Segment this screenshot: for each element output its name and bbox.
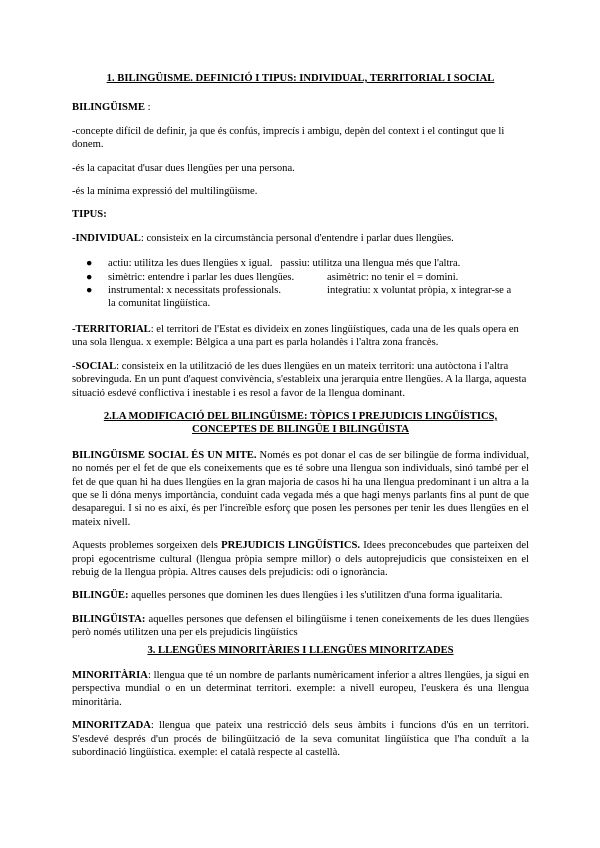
type-left: simètric: entendre i parlar les dues llengües. xyxy=(108,271,295,283)
prejudicis-intro: Aquests problemes sorgeixen dels xyxy=(72,540,222,552)
bilinguista-paragraph xyxy=(72,613,529,640)
bullet-icon: ● xyxy=(86,285,93,297)
bilingue-text: aquelles persones que dominen les dues llengües i les s'utilitzen d'una forma igualitaria. xyxy=(128,590,503,602)
minoritaria-label: MINORITÀRIA xyxy=(72,670,148,681)
mite-paragraph xyxy=(72,449,529,529)
bilinguisme-label: BILINGÜISME xyxy=(72,102,145,114)
definition-1: -concepte difícil de definir, ja que és confús, imprecís i ambigu, depèn del context i el contingut que li donem. xyxy=(72,125,505,151)
list-item xyxy=(72,284,529,311)
territorial-text: : el territori de l'Estat es divideix en zones lingüístiques, cada una de les quals opera en una sola llengua. x exemple: Bèlgica a una part es parla holandès i l'altra zona francès. xyxy=(72,323,519,349)
territorial-label: -TERRITORIAL xyxy=(72,323,151,335)
minoritzada-paragraph xyxy=(72,719,529,759)
bilinguisme-term xyxy=(72,101,529,114)
minoritzada-label: MINORITZADA xyxy=(72,720,151,732)
section1-heading: 1. BILINGÜISME. DEFINICIÓ I TIPUS: INDIVIDUAL, TERRITORIAL I SOCIAL xyxy=(106,73,495,84)
minoritaria-paragraph xyxy=(72,669,529,709)
type-right: passiu: utilitza una llengua més que l'altra. xyxy=(280,258,461,270)
bilinguisme-colon: : xyxy=(147,102,151,114)
bilingue-label: BILINGÜE: xyxy=(72,590,129,602)
type-right: integratiu: x voluntat pròpia, x integrar-se a xyxy=(327,285,512,297)
individual-text: : consisteix en la circumstància personal d'entendre i parlar dues llengües. xyxy=(140,232,454,244)
list-item xyxy=(72,257,529,270)
document-page xyxy=(72,68,529,769)
social-paragraph xyxy=(72,360,529,400)
prejudicis-text: Idees preconcebudes que parteixen del propi egocentrisme cultural (llengua pròpia sempre millor) o dels autoprejudicis que consisteixen en el rebuig de la llengua pròpia. Altres causes dels prejudicis: odi o ignorància. xyxy=(72,540,529,578)
bilingue-paragraph xyxy=(72,589,529,602)
individual-types-list xyxy=(72,257,529,311)
individual-label: -INDIVIDUAL xyxy=(72,232,141,244)
social-text: : consisteix en la utilització de les dues llengües en un mateix territori: una autòctona i l'altra sobrevinguda. En un punt d'aquest convivència, s'estableix una jerarquia entre llengües. A la llarga, aquesta situació esdevé conflictiva i inestable i es resol a favor de la llengua dominant. xyxy=(72,360,527,399)
bullet-icon: ● xyxy=(86,258,93,270)
minoritzada-text: : llengua que pateix una restricció dels seus àmbits i funcions d'ús en un territori. S'esdevé després d'un procés de bilingüització de la seva comunitat lingüística que l'ha conduït a la subordinació lingüística. exemple: el català respecte al castellà. xyxy=(72,720,529,759)
type-right: asimètric: no tenir el = domini. xyxy=(327,271,459,283)
type-continuation: la comunitat lingüística. xyxy=(108,298,211,310)
section3-heading: 3. LLENGÜES MINORITÀRIES I LLENGÜES MINORITZADES xyxy=(147,644,454,656)
tipus-label: TIPUS: xyxy=(72,209,107,221)
bilinguista-label: BILINGÜISTA: xyxy=(72,613,146,625)
territorial-paragraph xyxy=(72,323,529,350)
type-left: actiu: utilitza les dues llengües x igual. xyxy=(108,258,273,270)
type-left: instrumental: x necessitats professionals. xyxy=(108,285,281,297)
prejudicis-paragraph xyxy=(72,539,529,579)
list-item xyxy=(72,271,529,284)
section2-heading xyxy=(72,410,529,437)
bullet-icon: ● xyxy=(86,271,93,283)
social-label: -SOCIAL xyxy=(72,360,117,372)
individual-paragraph xyxy=(72,232,529,245)
definition-3: -és la mínima expressió del multilingüisme. xyxy=(72,186,258,198)
minoritaria-text: : llengua que té un nombre de parlants numèricament inferior a altres llengües, ja sigui en perspectiva mundial o en un determinat territori. exemple: a nivell europeu, l'euskera és una llengua minoritària. xyxy=(72,670,529,708)
bilinguista-text: aquelles persones que defensen el bilingüisme i tenen coneixements de les dues llengües però només utilitzen una per els prejudicis lingüístics xyxy=(72,613,529,639)
definition-2: -és la capacitat d'usar dues llengües per una persona. xyxy=(72,162,295,174)
prejudicis-label: PREJUDICIS LINGÜÍSTICS. xyxy=(221,540,361,552)
mite-text: Només es pot donar el cas de ser bilingüe de forma individual, no només per el fet de que els coneixements que es té sobre una llengua son individuals, sinó també per el fet de que quan hi ha dues llengües en la gran majoria de casos hi ha una llengua predominant i un altra a la que se li dóna menys importància, conduint cada vegada més a que hagi menys parlants fins al punt de que desaparegui. I si no es així, és per l'increïble esforç que posen les persones per tenir les dues llengües en el mateix nivell. xyxy=(72,449,529,528)
section2-heading-line1: 2.LA MODIFICACIÓ DEL BILINGÜISME: TÒPICS I PREJUDICIS LINGÜÍSTICS, xyxy=(103,410,498,422)
section2-heading-line2: CONCEPTES DE BILINGÜE I BILINGÜISTA xyxy=(191,424,410,436)
mite-label: BILINGÜISME SOCIAL ÉS UN MITE. xyxy=(72,449,257,461)
